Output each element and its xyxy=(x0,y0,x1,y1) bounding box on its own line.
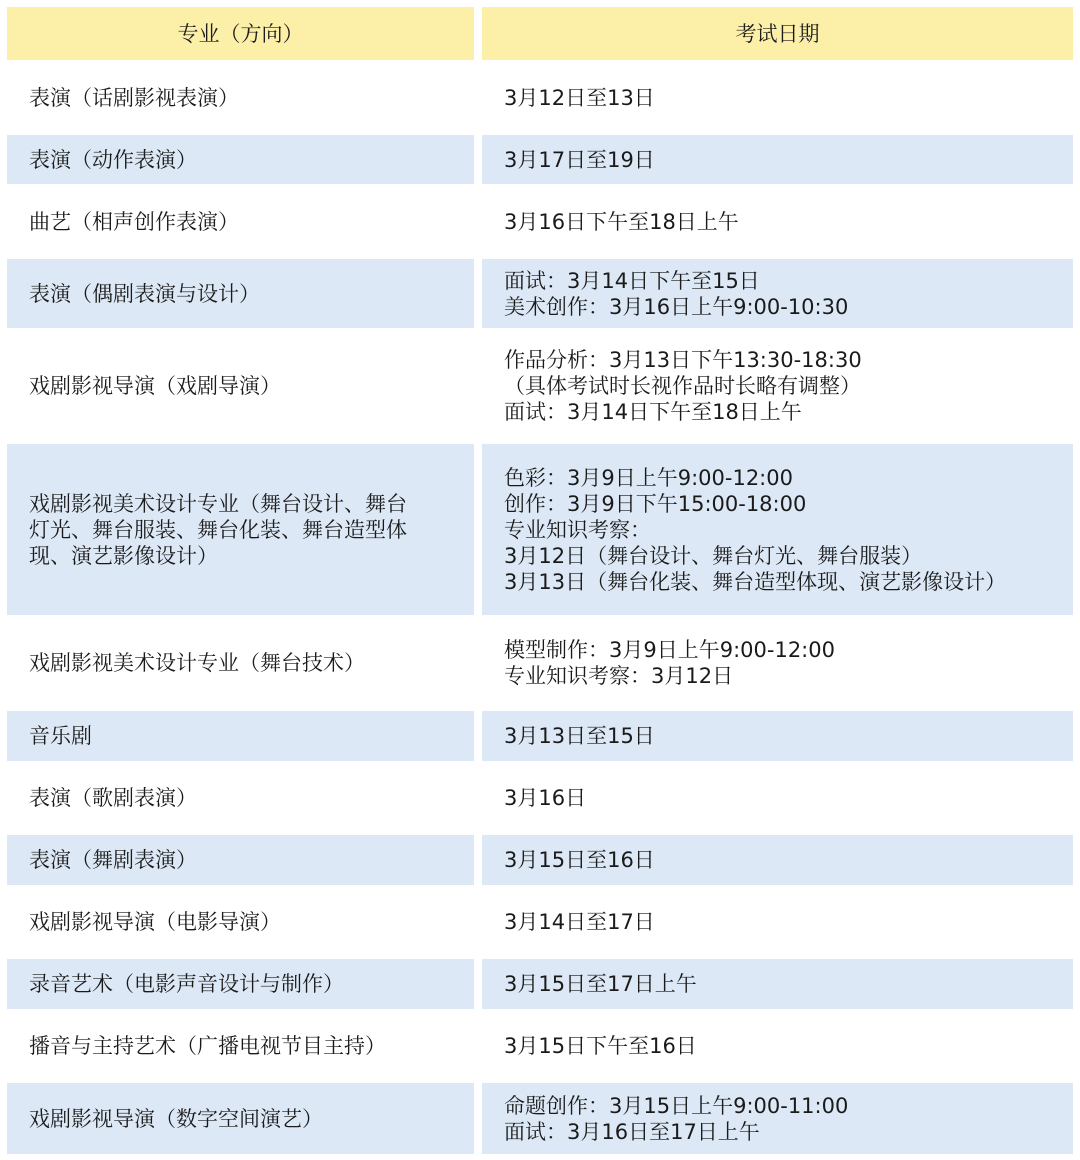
date-cell xyxy=(482,334,1073,438)
major-text: 表演（动作表演） xyxy=(29,147,197,172)
date-cell xyxy=(482,1015,1073,1077)
header-date-label: 考试日期 xyxy=(735,21,820,46)
date-cell xyxy=(482,891,1073,953)
major-text: 播音与主持艺术（广播电视节目主持） xyxy=(29,1034,386,1058)
major-cell xyxy=(7,1083,474,1154)
major-cell xyxy=(7,835,474,885)
exam-schedule-table xyxy=(7,7,1073,1160)
date-text: 3月12日至13日 xyxy=(504,85,655,110)
date-text: 模型制作：3月9日上午9:00-12:00 专业知识考察：3月12日 xyxy=(504,638,835,688)
major-cell xyxy=(7,621,474,705)
major-text: 表演（舞剧表演） xyxy=(29,848,197,872)
major-text: 表演（偶剧表演与设计） xyxy=(29,281,260,306)
major-text: 戏剧影视导演（戏剧导演） xyxy=(29,374,281,398)
major-cell xyxy=(7,891,474,953)
table-row xyxy=(7,190,1073,253)
major-text: 戏剧影视美术设计专业（舞台设计、舞台 灯光、舞台服装、舞台化装、舞台造型体 现、演艺影像设计） xyxy=(29,491,407,568)
major-cell xyxy=(7,66,474,129)
table-row xyxy=(7,1083,1073,1154)
header-major-cell xyxy=(7,7,474,60)
table-header-row xyxy=(7,7,1073,60)
table-row xyxy=(7,66,1073,129)
table-row xyxy=(7,835,1073,885)
major-cell xyxy=(7,711,474,761)
date-cell xyxy=(482,835,1073,885)
major-text: 曲艺（相声创作表演） xyxy=(29,209,239,234)
date-cell xyxy=(482,959,1073,1009)
date-cell xyxy=(482,711,1073,761)
header-major-label: 专业（方向） xyxy=(177,21,304,46)
major-cell xyxy=(7,190,474,253)
table-row xyxy=(7,621,1073,705)
major-cell xyxy=(7,1015,474,1077)
date-text: 面试：3月14日下午至15日 美术创作：3月16日上午9:00-10:30 xyxy=(504,268,849,319)
table-row xyxy=(7,711,1073,761)
date-text: 3月15日至16日 xyxy=(504,848,655,872)
major-text: 表演（话剧影视表演） xyxy=(29,85,239,110)
major-cell xyxy=(7,959,474,1009)
date-cell xyxy=(482,190,1073,253)
date-cell xyxy=(482,621,1073,705)
major-cell xyxy=(7,259,474,328)
major-cell xyxy=(7,135,474,184)
major-text: 戏剧影视导演（电影导演） xyxy=(29,910,281,934)
major-cell xyxy=(7,334,474,438)
date-text: 3月16日 xyxy=(504,786,587,810)
date-cell xyxy=(482,259,1073,328)
date-text: 色彩：3月9日上午9:00-12:00 创作：3月9日下午15:00-18:00 专业知识考察： 3月12日（舞台设计、舞台灯光、舞台服装） 3月13日（舞台化装、舞台造型体现、演艺影像设计） xyxy=(504,465,1007,594)
table-row xyxy=(7,959,1073,1009)
date-text: 作品分析：3月13日下午13:30-18:30 （具体考试时长视作品时长略有调整） 面试：3月14日下午至18日上午 xyxy=(504,348,862,424)
table-row xyxy=(7,334,1073,438)
table-row xyxy=(7,444,1073,615)
major-cell xyxy=(7,444,474,615)
date-text: 3月17日至19日 xyxy=(504,147,655,172)
date-cell xyxy=(482,767,1073,829)
table-row xyxy=(7,767,1073,829)
date-text: 命题创作：3月15日上午9:00-11:00 面试：3月16日至17日上午 xyxy=(504,1093,849,1144)
date-text: 3月16日下午至18日上午 xyxy=(504,209,739,234)
date-text: 3月13日至15日 xyxy=(504,724,655,748)
table-row xyxy=(7,135,1073,184)
table-row xyxy=(7,891,1073,953)
table-row xyxy=(7,259,1073,328)
major-text: 音乐剧 xyxy=(29,724,92,748)
date-text: 3月15日下午至16日 xyxy=(504,1034,697,1058)
major-text: 戏剧影视导演（数字空间演艺） xyxy=(29,1106,323,1131)
date-text: 3月14日至17日 xyxy=(504,910,655,934)
date-cell xyxy=(482,66,1073,129)
major-text: 表演（歌剧表演） xyxy=(29,786,197,810)
major-text: 录音艺术（电影声音设计与制作） xyxy=(29,972,344,996)
major-cell xyxy=(7,767,474,829)
date-cell xyxy=(482,444,1073,615)
major-text: 戏剧影视美术设计专业（舞台技术） xyxy=(29,651,365,675)
table-row xyxy=(7,1015,1073,1077)
date-text: 3月15日至17日上午 xyxy=(504,972,697,996)
header-date-cell xyxy=(482,7,1073,60)
date-cell xyxy=(482,1083,1073,1154)
date-cell xyxy=(482,135,1073,184)
